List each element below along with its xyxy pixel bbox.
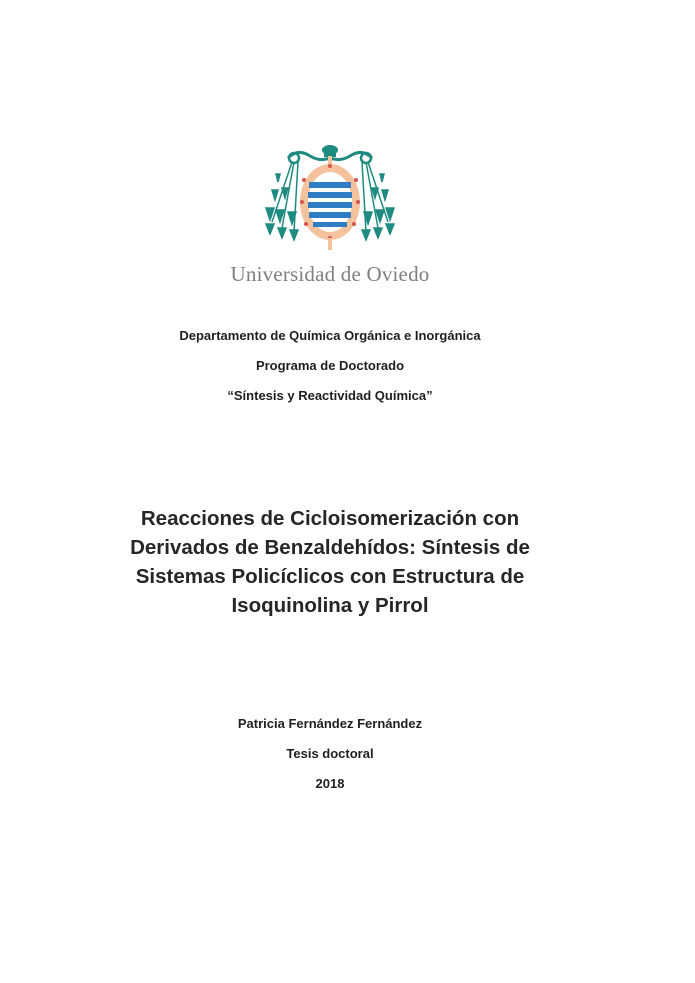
thesis-title-line: Derivados de Benzaldehídos: Síntesis de bbox=[130, 536, 530, 559]
crest-shield bbox=[300, 164, 360, 250]
crest-tassels-left bbox=[266, 162, 298, 240]
university-crest-logo bbox=[258, 144, 402, 252]
department-name: Departamento de Química Orgánica e Inorgánica bbox=[179, 328, 481, 343]
doctoral-program: Programa de Doctorado bbox=[255, 358, 405, 373]
program-name: “Síntesis y Reactividad Química” bbox=[227, 388, 433, 403]
thesis-title bbox=[0, 505, 660, 621]
department-block bbox=[0, 327, 660, 417]
year: 2018 bbox=[315, 776, 345, 791]
university-name: Universidad de Oviedo bbox=[230, 262, 430, 286]
thesis-title-line: Isoquinolina y Pirrol bbox=[231, 594, 429, 617]
thesis-title-line: Sistemas Policíclicos con Estructura de bbox=[135, 565, 525, 588]
crest-hat bbox=[288, 145, 372, 164]
document-type: Tesis doctoral bbox=[286, 746, 374, 761]
crest-tassels-right bbox=[362, 162, 394, 240]
thesis-title-line: Reacciones de Cicloisomerización con bbox=[140, 507, 520, 530]
author-name: Patricia Fernández Fernández bbox=[237, 716, 423, 731]
author-block bbox=[0, 715, 660, 805]
